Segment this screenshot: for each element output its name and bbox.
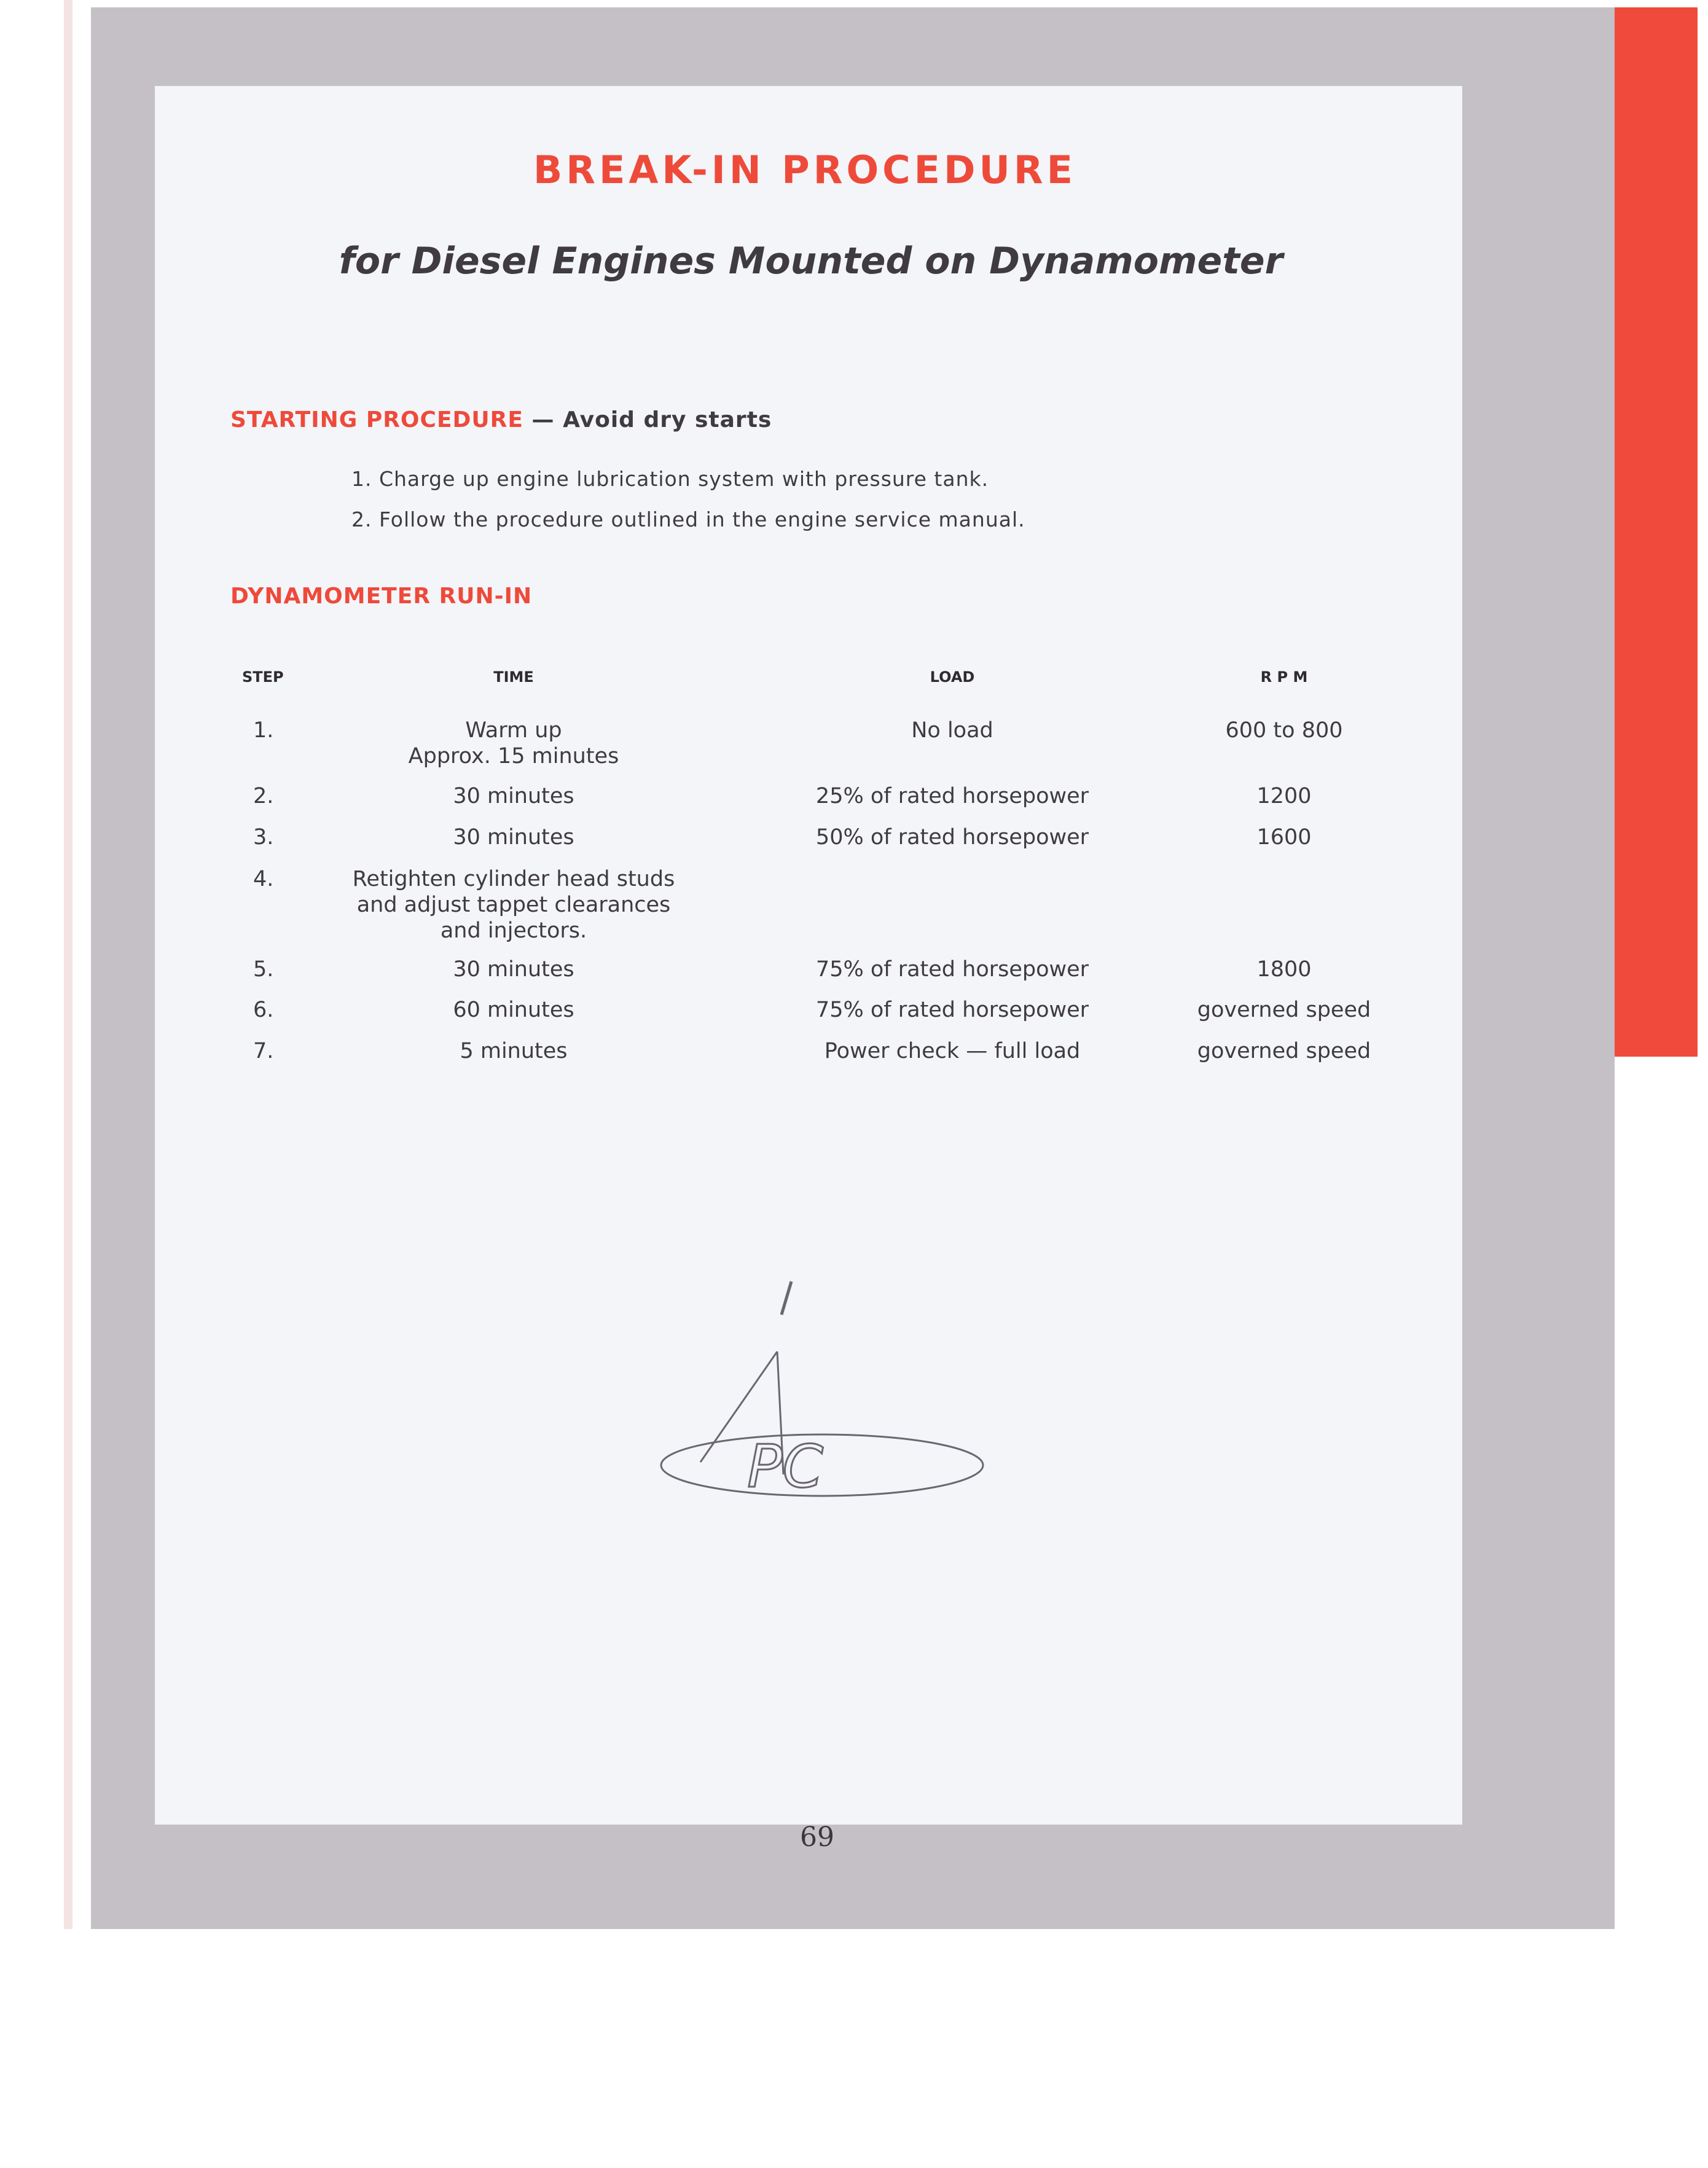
column-header-time: TIME [493,668,534,686]
table-cell-time: 30 minutes [453,825,574,850]
heading-dash: — [531,407,555,432]
table-cell-rpm: governed speed [1197,1039,1371,1063]
table-cell-load: Power check — full load [824,1039,1081,1063]
dynamometer-runin-heading: DYNAMOMETER RUN-IN [230,584,533,609]
table-cell-load: 25% of rated horsepower [815,784,1089,808]
page-title: BREAK-IN PROCEDURE [533,147,1076,192]
column-header-rpm: R P M [1260,668,1308,686]
table-cell-step: 3. [253,825,274,850]
table-cell-time: Retighten cylinder head studs and adjust tappet clearances and injectors. [352,867,675,943]
table-cell-load: 75% of rated horsepower [815,957,1089,982]
table-cell-step: 7. [253,1039,274,1063]
content-panel [155,86,1462,1825]
table-cell-rpm: governed speed [1197,998,1371,1022]
table-cell-time: 60 minutes [453,998,574,1022]
table-cell-load: 75% of rated horsepower [815,998,1089,1022]
table-cell-time: 5 minutes [460,1039,568,1063]
starting-step-2: 2. Follow the procedure outlined in the engine service manual. [351,507,1025,531]
page-number: 69 [800,1822,834,1853]
apc-logo [651,1278,995,1524]
column-header-load: LOAD [930,668,975,686]
table-cell-time: Warm up Approx. 15 minutes [408,718,619,769]
table-cell-rpm: 600 to 800 [1225,718,1343,743]
table-cell-step: 2. [253,784,274,808]
table-cell-time: 30 minutes [453,784,574,808]
starting-step-1: 1. Charge up engine lubrication system with pressure tank. [351,467,989,491]
table-cell-load: No load [911,718,993,743]
table-cell-step: 6. [253,998,274,1022]
table-cell-step: 1. [253,718,274,743]
table-cell-rpm: 1800 [1256,957,1312,982]
starting-procedure-note: Avoid dry starts [563,407,772,432]
table-cell-rpm: 1200 [1256,784,1312,808]
column-header-step: STEP [242,668,284,686]
table-cell-load: 50% of rated horsepower [815,825,1089,850]
red-section-tab [1615,7,1698,1057]
starting-procedure-label: STARTING PROCEDURE [230,407,523,432]
page-subtitle: for Diesel Engines Mounted on Dynamometer [339,240,1283,283]
table-cell-step: 4. [253,867,274,891]
starting-procedure-heading [230,407,772,432]
apc-logo-lettering: PC [747,1433,823,1501]
left-edge-strip [64,0,72,1929]
table-cell-step: 5. [253,957,274,982]
table-cell-time: 30 minutes [453,957,574,982]
table-cell-rpm: 1600 [1256,825,1312,850]
